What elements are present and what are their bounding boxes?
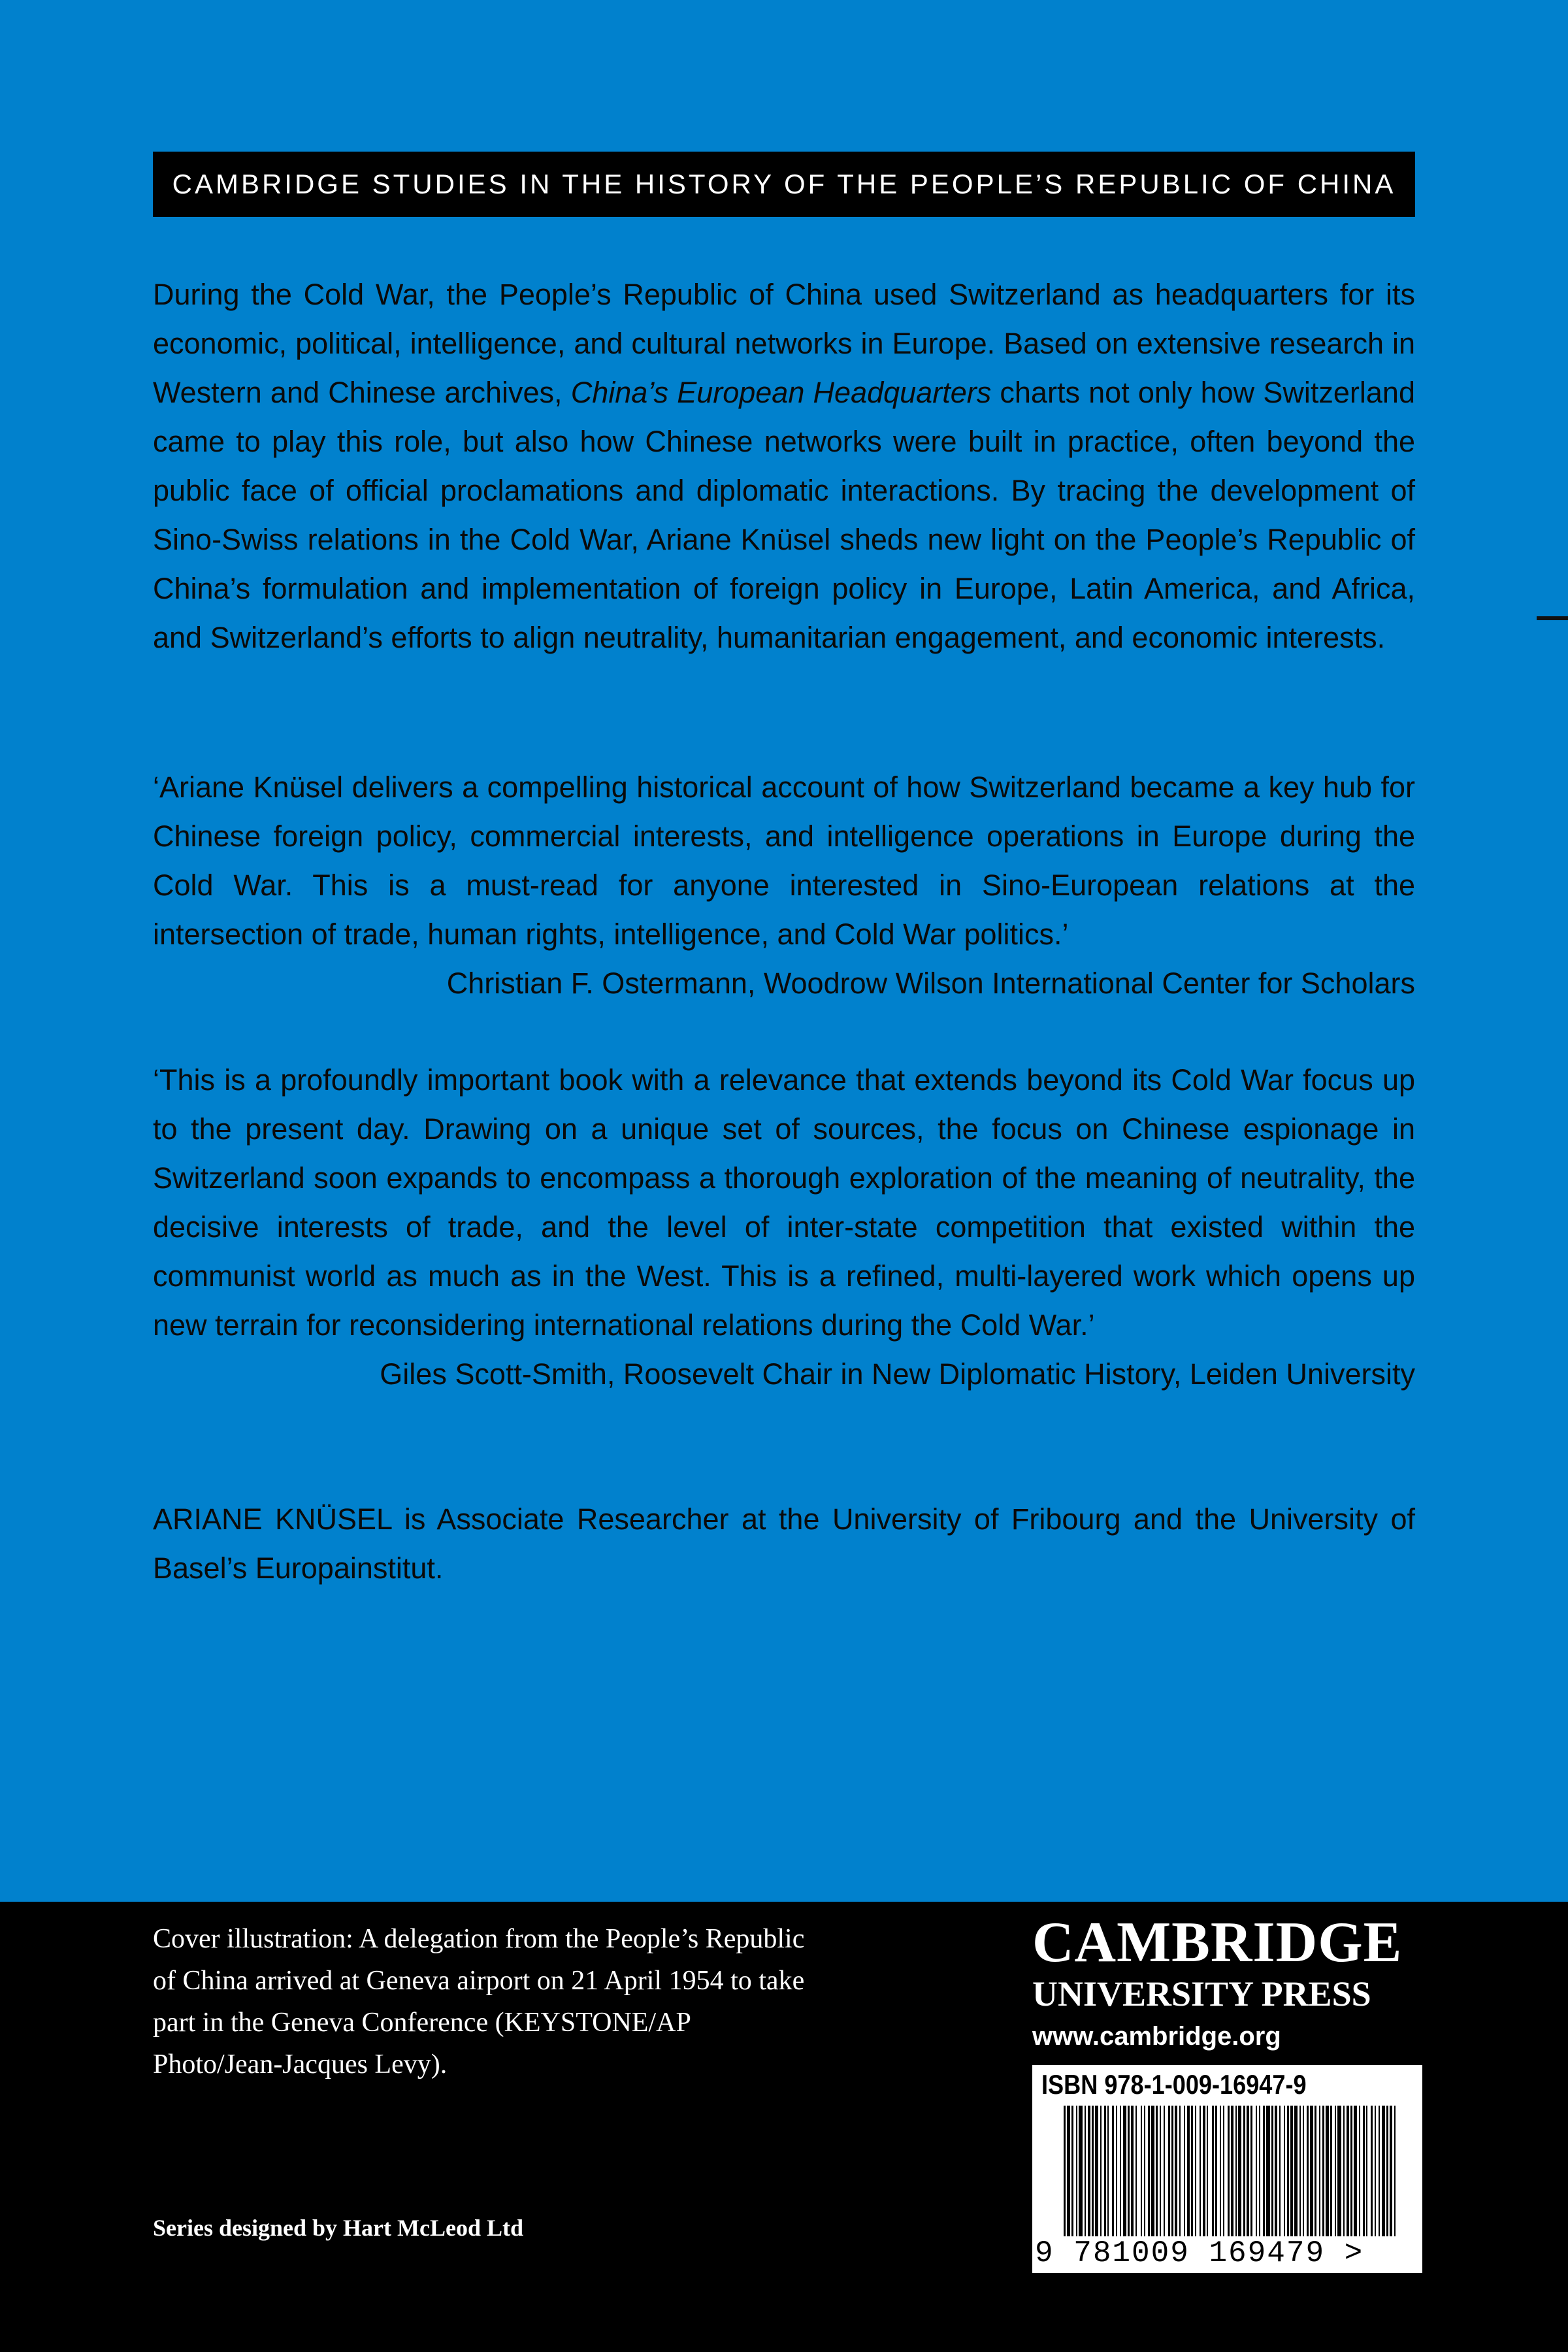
barcode-bar	[1120, 2106, 1121, 2236]
barcode-bar	[1179, 2106, 1181, 2236]
barcode-bar	[1259, 2106, 1260, 2236]
barcode-bar	[1303, 2106, 1304, 2236]
barcode-bar	[1116, 2106, 1117, 2236]
endorsement-2	[153, 1055, 1415, 1399]
barcode-bar	[1175, 2106, 1177, 2236]
author-name: ARIANE KNÜSEL	[153, 1502, 392, 1536]
cover-illustration-credit: Cover illustration: A delegation from the People’s Republic of China arrived at Geneva airport on 21 April 1954 to take part in the Geneva Conference (KEYSTONE/AP Photo/Jean-Jacques Levy).	[153, 1924, 805, 2079]
publisher-url: www.cambridge.org	[1032, 2022, 1281, 2051]
barcode-bar	[1223, 2106, 1224, 2236]
barcode-bar	[1079, 2106, 1083, 2236]
barcode-bar	[1294, 2106, 1298, 2236]
barcode-bar	[1123, 2106, 1126, 2236]
barcode-bar	[1141, 2106, 1142, 2236]
barcode-bar	[1299, 2106, 1301, 2236]
barcode-bar	[1326, 2106, 1329, 2236]
spine-tick-mark	[1537, 616, 1568, 620]
barcode-digits: 9 781009 169479 >	[1035, 2236, 1364, 2270]
barcode-bar	[1263, 2106, 1265, 2236]
author-bio	[153, 1495, 1415, 1593]
isbn-barcode	[1032, 2065, 1422, 2273]
barcode-bar	[1307, 2106, 1309, 2236]
barcode-bar	[1337, 2106, 1341, 2236]
description-part2: charts not only how Switzerland came to play this role, but also how Chinese networks were built in practice, often beyond the public face of official proclamations and diplomatic interactions. By tracing the development of Sino-Swiss relations in the Cold War, Ariane Knüsel sheds new light on the People’s Republic of China’s formulation and implementation of foreign policy in Europe, Latin America, and Africa, and Switzerland’s efforts to align neutrality, humanitarian engagement, and economic interests.	[153, 376, 1415, 654]
barcode-bar	[1354, 2106, 1357, 2236]
barcode-bar	[1187, 2106, 1190, 2236]
barcode-bar	[1144, 2106, 1145, 2236]
barcode-bar	[1131, 2106, 1134, 2236]
barcode-bar	[1092, 2106, 1094, 2236]
series-title-bar	[153, 152, 1415, 217]
barcode-bar	[1310, 2106, 1313, 2236]
series-designer-credit: Series designed by Hart McLeod Ltd	[153, 2215, 523, 2241]
publisher-logo	[1032, 1912, 1424, 2059]
endorsement-attribution: Christian F. Ostermann, Woodrow Wilson International Center for Scholars	[446, 967, 1415, 1000]
barcode-bar	[1275, 2106, 1277, 2236]
barcode-bar	[1067, 2106, 1070, 2236]
barcode-bar	[1243, 2106, 1245, 2236]
barcode-bar	[1235, 2106, 1237, 2236]
book-description	[153, 270, 1415, 662]
barcode-bar	[1151, 2106, 1154, 2236]
barcode-bar	[1287, 2106, 1289, 2236]
barcode-bar	[1156, 2106, 1158, 2236]
barcode-bar	[1250, 2106, 1252, 2236]
barcode-bar	[1347, 2106, 1349, 2236]
isbn-number: ISBN 978-1-009-16947-9	[1041, 2069, 1307, 2100]
barcode-bar	[1271, 2106, 1273, 2236]
barcode-bar	[1359, 2106, 1360, 2236]
barcode-bar	[1290, 2106, 1293, 2236]
barcode-bar	[1128, 2106, 1130, 2236]
barcode-bar	[1386, 2106, 1388, 2236]
barcode-bar	[1212, 2106, 1214, 2236]
barcode-bar	[1148, 2106, 1150, 2236]
barcode-bar	[1135, 2106, 1137, 2236]
barcode-bar	[1207, 2106, 1208, 2236]
author-bio-text: is Associate Researcher at the University of Fribourg and the University of Basel’s Europainstitut.	[153, 1502, 1415, 1585]
publisher-name: CAMBRIDGE	[1032, 1911, 1403, 1974]
barcode-bar	[1366, 2106, 1367, 2236]
barcode-bar	[1322, 2106, 1324, 2236]
barcode-bar	[1203, 2106, 1205, 2236]
barcode-bar	[1228, 2106, 1230, 2236]
barcode-bar	[1085, 2106, 1086, 2236]
publisher-subtitle: UNIVERSITY PRESS	[1032, 1974, 1371, 2013]
barcode-bar	[1335, 2106, 1336, 2236]
description-part1: During the Cold War, the People’s Republic of China used Switzerland as headquarters for its economic, political, intelligence, and cultural networks in Europe. Based on extensive research in Western and Chinese archives,	[153, 278, 1415, 409]
barcode-bar	[1184, 2106, 1185, 2236]
barcode-bar	[1279, 2106, 1281, 2236]
series-title: CAMBRIDGE STUDIES IN THE HISTORY OF THE PEOPLE’S REPUBLIC OF CHINA	[172, 169, 1396, 199]
barcode-bar	[1238, 2106, 1241, 2236]
barcode-bar	[1315, 2106, 1316, 2236]
barcode-bar	[1107, 2106, 1109, 2236]
barcode-bar	[1266, 2106, 1270, 2236]
barcode-bar	[1256, 2106, 1257, 2236]
barcode-bar	[1064, 2106, 1066, 2236]
endorsement-quote: ‘Ariane Knüsel delivers a compelling historical account of how Switzerland became a key hub for Chinese foreign policy, commercial interests, and intelligence operations in Europe during the Cold War. This is a must-read for anyone interested in Sino-European relations at the intersection of trade, human rights, intelligence, and Cold War politics.’	[153, 770, 1415, 951]
book-title: China’s European Headquarters	[570, 376, 992, 409]
barcode-bar	[1112, 2106, 1114, 2236]
barcode-bar	[1104, 2106, 1106, 2236]
barcode-bar	[1191, 2106, 1193, 2236]
barcode-bar	[1164, 2106, 1165, 2236]
barcode-bar	[1171, 2106, 1173, 2236]
endorsement-attribution: Giles Scott-Smith, Roosevelt Chair in New Diplomatic History, Leiden University	[380, 1357, 1415, 1391]
barcode-bar	[1343, 2106, 1345, 2236]
barcode-bar	[1371, 2106, 1373, 2236]
barcode-bar	[1350, 2106, 1352, 2236]
endorsement-quote: ‘This is a profoundly important book with a relevance that extends beyond its Cold War focus up to the present day. Drawing on a unique set of sources, the focus on Chinese espionage in Switzerland soon expands to encompass a thorough exploration of the meaning of neutrality, the decisive interests of trade, and the level of inter-state competition that existed within the communist world as much as in the West. This is a refined, multi-layered work which opens up new terrain for reconsidering international relations during the Cold War.’	[153, 1063, 1415, 1342]
barcode-bar	[1220, 2106, 1221, 2236]
barcode-bar	[1330, 2106, 1332, 2236]
barcode-bar	[1382, 2106, 1385, 2236]
barcode-bar	[1215, 2106, 1217, 2236]
barcode-bar	[1088, 2106, 1090, 2236]
barcode-bar	[1319, 2106, 1320, 2236]
barcode-bar	[1160, 2106, 1161, 2236]
barcode-bar	[1195, 2106, 1196, 2236]
barcode-bar	[1071, 2106, 1073, 2236]
barcode-bar	[1379, 2106, 1380, 2236]
barcode-bar	[1200, 2106, 1201, 2236]
barcode-bar	[1394, 2106, 1396, 2236]
barcode-bar	[1284, 2106, 1285, 2236]
barcode-bar	[1231, 2106, 1233, 2236]
barcode-bar	[1247, 2106, 1249, 2236]
barcode-bar	[1363, 2106, 1365, 2236]
barcode-bar	[1076, 2106, 1077, 2236]
endorsement-1	[153, 763, 1415, 1008]
barcode-bar	[1100, 2106, 1102, 2236]
barcode-bar	[1375, 2106, 1376, 2236]
barcode-bar	[1168, 2106, 1170, 2236]
barcode-bar	[1095, 2106, 1098, 2236]
barcode-bar	[1390, 2106, 1392, 2236]
